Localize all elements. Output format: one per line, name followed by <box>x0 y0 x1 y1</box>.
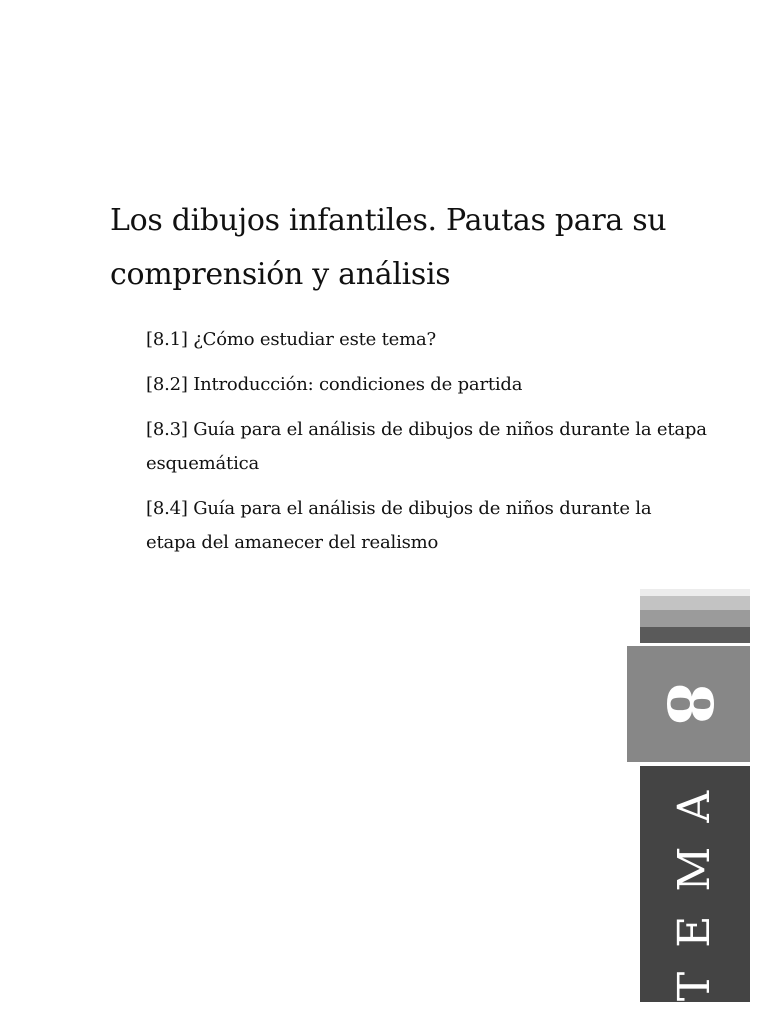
tab-stripe-2 <box>640 596 750 610</box>
table-of-contents <box>146 323 726 571</box>
chapter-number-box <box>627 646 750 762</box>
tab-stripe-3 <box>640 610 750 627</box>
chapter-label-box <box>640 766 750 1002</box>
toc-item: [8.1] ¿Cómo estudiar este tema? <box>146 329 436 350</box>
chapter-number: 8 <box>652 682 726 726</box>
toc-item: [8.4] Guía para el análisis de dibujos de niños durante la etapa del amanecer del realismo <box>146 498 652 553</box>
toc-item: [8.3] Guía para el análisis de dibujos de niños durante la etapa esquemática <box>146 419 707 474</box>
tab-stripe-1 <box>640 589 750 596</box>
chapter-label: TEMA <box>669 766 720 1002</box>
page-title: Los dibujos infantiles. Pautas para su comprensión y análisis <box>110 203 667 292</box>
toc-item: [8.2] Introducción: condiciones de partida <box>146 374 523 395</box>
tab-stripe-4 <box>640 627 750 643</box>
